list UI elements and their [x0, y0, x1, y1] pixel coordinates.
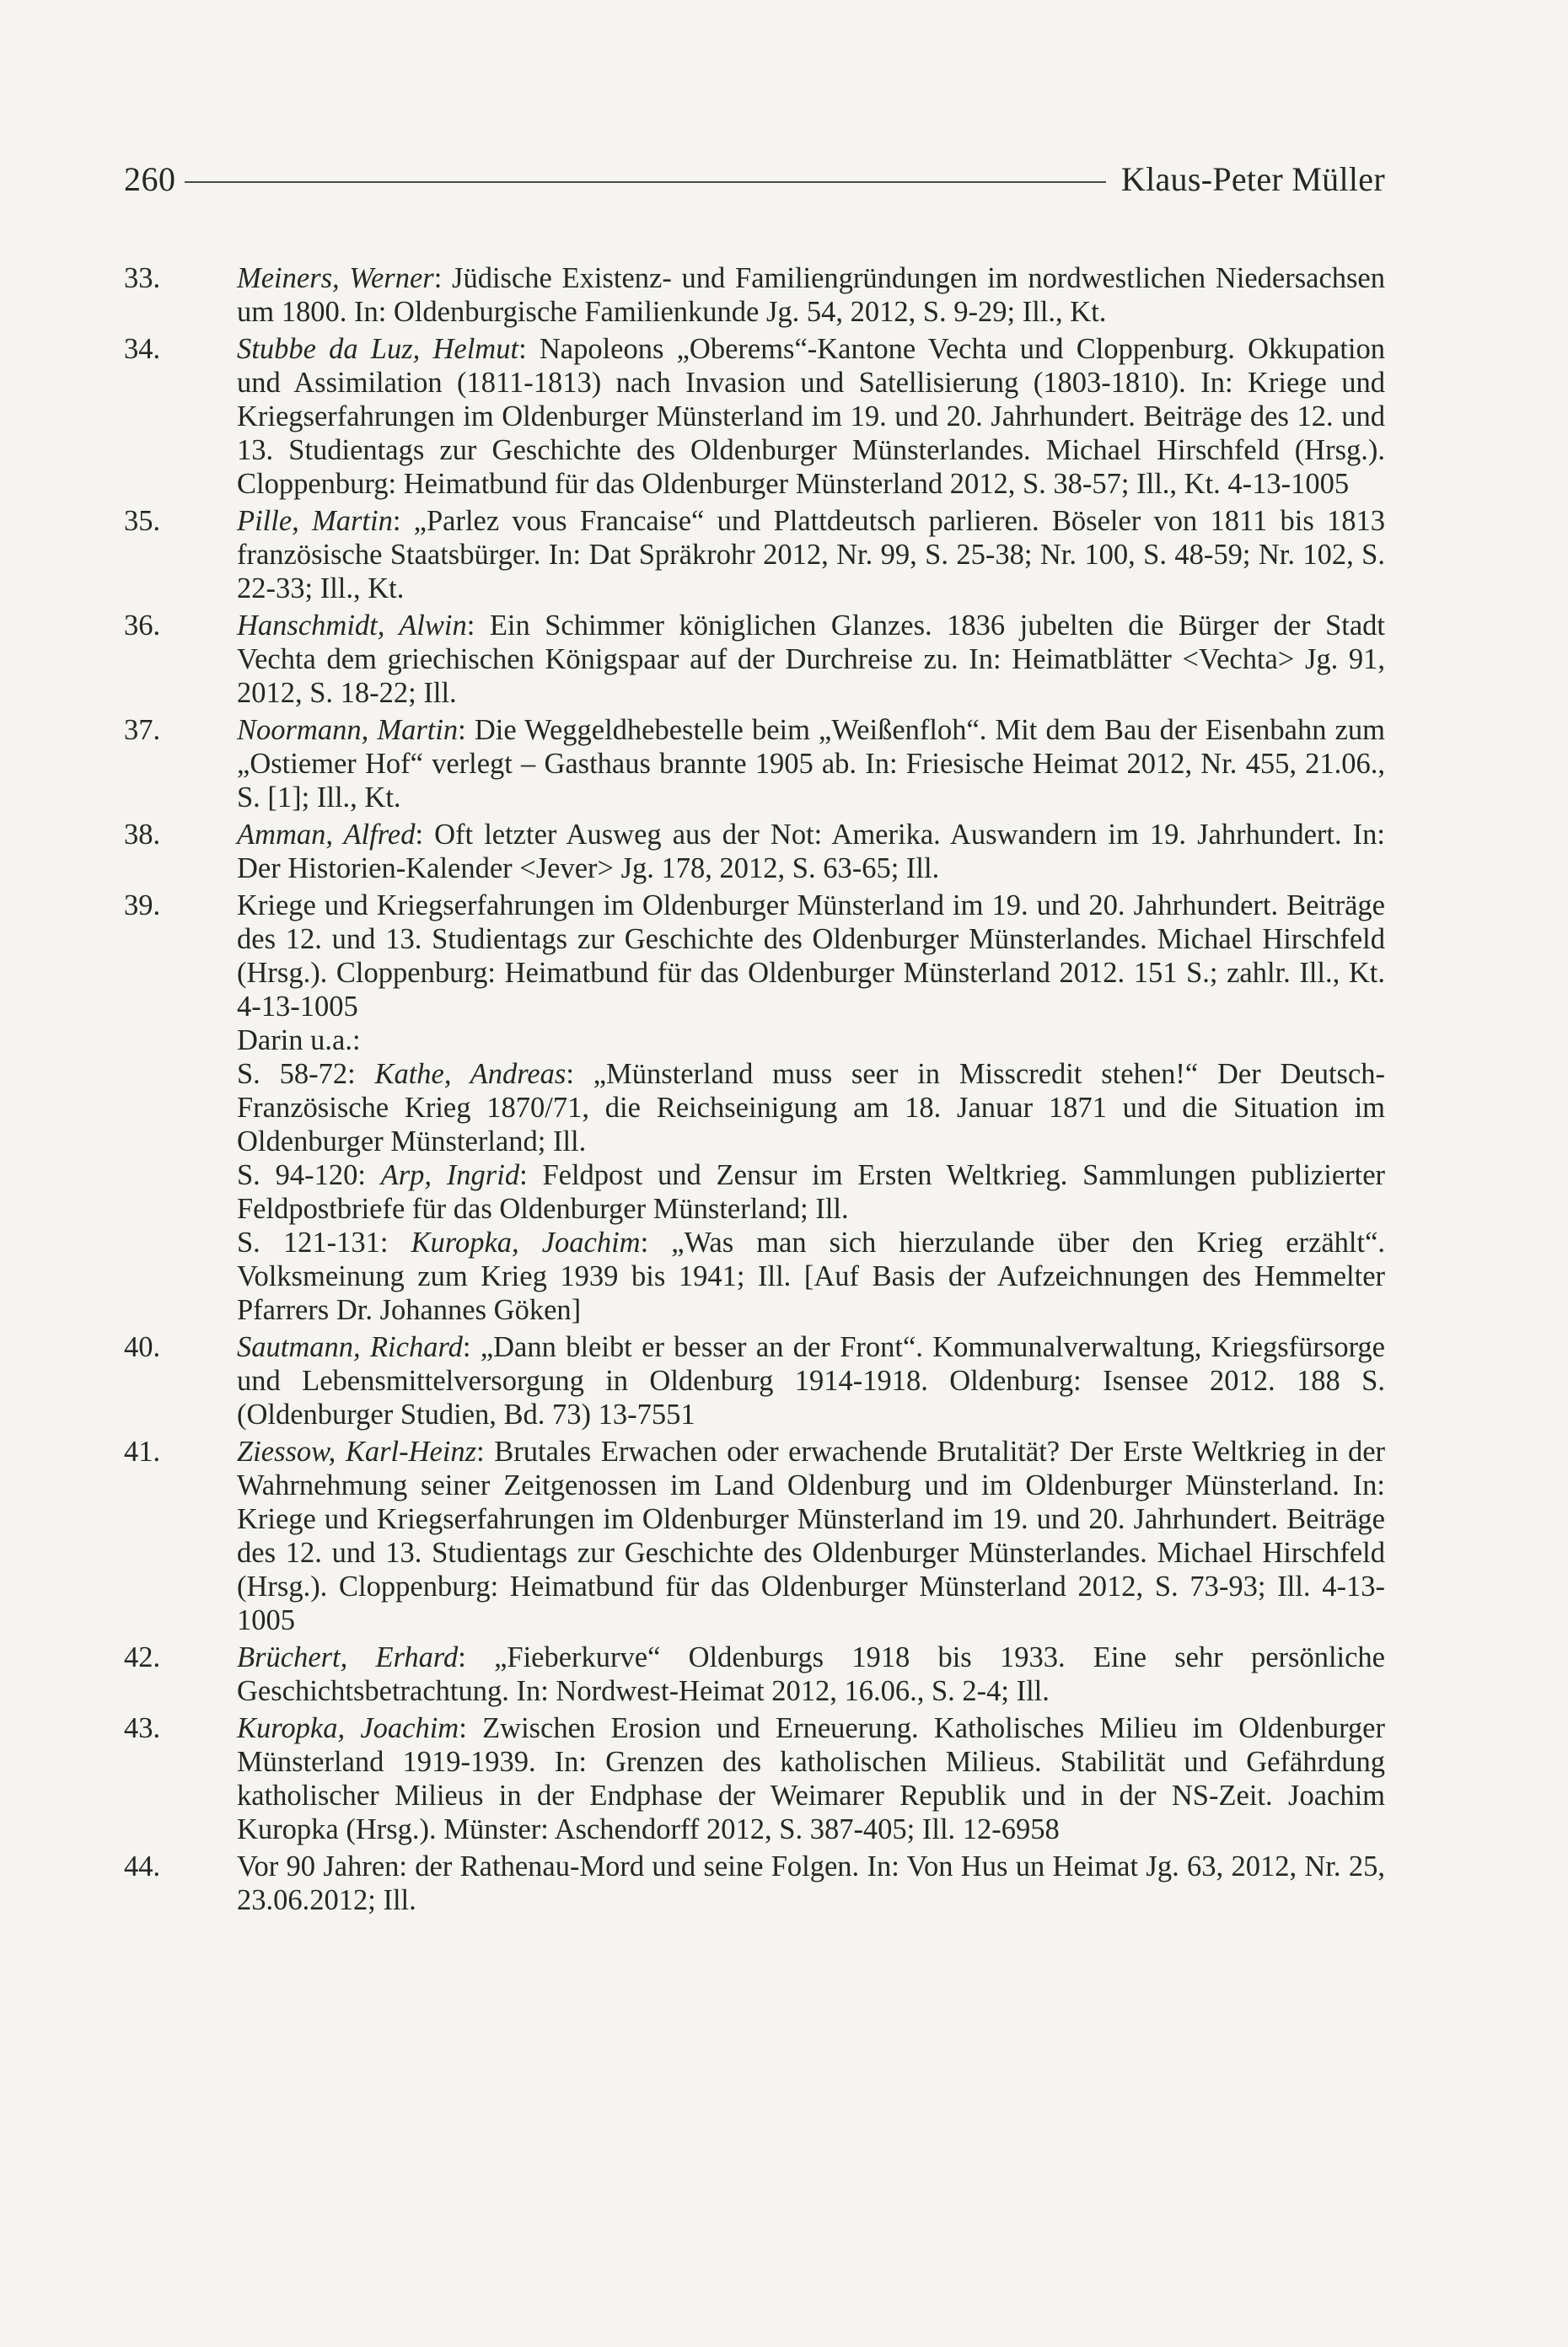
author-separator: : [518, 333, 540, 365]
entry-number: 44. [124, 1850, 161, 1882]
article-text: Darin u.a.: [237, 1024, 361, 1056]
bibliography-entry [124, 504, 1385, 605]
author-separator: : [458, 714, 475, 746]
entry-text: Die Weggeldhebestelle beim „Weißenfloh“. Mit dem Bau der Eisenbahn zum „Ostiemer Hof“ verlegt – Gasthaus brannte 1905 ab. In: Friesische Heimat 2012, Nr. 455, 21.06., S. [1]; Ill., Kt. [237, 714, 1386, 814]
author-separator: : [415, 819, 435, 851]
entry-body [237, 333, 1385, 500]
author-separator: : [433, 262, 453, 294]
entry-author: Hanschmidt, Alwin [237, 610, 467, 642]
book-page [124, 153, 1385, 1920]
entry-body [237, 819, 1385, 884]
article-author: Arp, Ingrid [380, 1159, 520, 1191]
entry-author: Amman, Alfred [237, 819, 416, 851]
entry-author: Stubbe da Luz, Helmut [237, 333, 519, 365]
entry-number: 37. [124, 714, 161, 746]
author-separator: : [466, 610, 490, 642]
entry-number: 39. [124, 889, 161, 921]
entry-number: 41. [124, 1436, 161, 1468]
bibliography-entry [124, 713, 1385, 814]
entry-text: Vor 90 Jahren: der Rathenau-Mord und seine Folgen. In: Von Hus un Heimat Jg. 63, 2012, Nr. 25, 23.06.2012; Ill. [237, 1850, 1385, 1916]
entry-author: Ziessow, Karl-Heinz [237, 1436, 477, 1468]
entry-body [237, 714, 1385, 814]
entry-text: Jüdische Existenz- und Familiengründungen im nordwestlichen Niedersachsen um 1800. In: Oldenburgische Familienkunde Jg. 54, 2012, S. 9-29; Ill., Kt. [237, 262, 1385, 328]
author-separator: : [640, 1227, 672, 1259]
author-separator: : [566, 1058, 593, 1090]
entry-body [237, 505, 1385, 604]
author-separator: : [519, 1159, 543, 1191]
entry-body [237, 610, 1385, 709]
entry-body [237, 262, 1385, 328]
entry-number: 40. [124, 1331, 161, 1363]
entry-number: 33. [124, 262, 161, 294]
entry-author: Kuropka, Joachim [237, 1712, 459, 1744]
entry-body [237, 1712, 1385, 1845]
author-separator: : [459, 1712, 483, 1744]
bibliography-entry [124, 1711, 1385, 1846]
bibliography-list [124, 261, 1385, 1917]
article-text: „Münsterland muss seer in Misscredit stehen!“ Der Deutsch-Französische Krieg 1870/71, die Reichseinigung am 18. Januar 1871 und die Situation im Oldenburger Münsterland; Ill. [237, 1058, 1386, 1157]
entry-text: „Parlez vous Francaise“ und Plattdeutsch parlieren. Böseler von 1811 bis 1813 französische Staatsbürger. In: Dat Spräkrohr 2012, Nr. 99, S. 25-38; Nr. 100, S. 48-59; Nr. 102, S. 22-33; Ill., Kt. [237, 505, 1385, 604]
article-text: „Was man sich hierzulande über den Krieg erzählt“. Volksmeinung zum Krieg 1939 bis 1941; Ill. [Auf Basis der Aufzeichnungen des Hemmelter Pfarrers Dr. Johannes Göken] [237, 1227, 1386, 1326]
bibliography-entry [124, 609, 1385, 710]
entry-number: 42. [124, 1641, 161, 1673]
entry-author: Brüchert, Erhard [237, 1641, 459, 1673]
entry-author: Pille, Martin [237, 505, 393, 537]
article-author: Kuropka, Joachim [411, 1227, 641, 1259]
entry-body [237, 889, 1385, 1023]
bibliography-entry [124, 332, 1385, 501]
contained-article [237, 1023, 1385, 1057]
entry-text: Kriege und Kriegserfahrungen im Oldenburger Münsterland im 19. und 20. Jahrhundert. Beiträge des 12. und 13. Studientags zur Geschichte des Oldenburger Münsterlandes. Michael Hirschfeld (Hrsg.). Cloppenburg: Heimatbund für das Oldenburger Münsterland 2012. 151 S.; zahlr. Ill., Kt. 4-13-1005 [237, 889, 1385, 1023]
author-separator: : [476, 1436, 495, 1468]
author-separator: : [462, 1331, 481, 1363]
contained-article [237, 1226, 1385, 1327]
entry-text: Brutales Erwachen oder erwachende Brutalität? Der Erste Weltkrieg in der Wahrnehmung seiner Zeitgenossen im Land Oldenburg und im Oldenburger Münsterland. In: Kriege und Kriegserfahrungen im Oldenburger Münsterland im 19. und 20. Jahrhundert. Beiträge des 12. und 13. Studientags zur Geschichte des Oldenburger Münsterlandes. Michael Hirschfeld (Hrsg.). Cloppenburg: Heimatbund für das Oldenburger Münsterland 2012, S. 73-93; Ill. 4-13-1005 [237, 1436, 1386, 1636]
bibliography-entry [124, 1850, 1385, 1917]
entry-body [237, 1641, 1385, 1707]
entry-author: Sautmann, Richard [237, 1331, 463, 1363]
entry-body [237, 1331, 1385, 1431]
article-author: Kathe, Andreas [374, 1058, 567, 1090]
entry-text: Zwischen Erosion und Erneuerung. Katholisches Milieu im Oldenburger Münsterland 1919-1939. In: Grenzen des katholischen Milieus. Stabilität und Gefährdung katholischer Milieus in der Endphase der Weimarer Republik und in der NS-Zeit. Joachim Kuropka (Hrsg.). Münster: Aschendorff 2012, S. 387-405; Ill. 12-6958 [237, 1712, 1385, 1845]
contained-article [237, 1158, 1385, 1226]
entry-number: 43. [124, 1712, 161, 1744]
header-rule [185, 181, 1106, 183]
entry-text: „Fieberkurve“ Oldenburgs 1918 bis 1933. Eine sehr persönliche Geschichtsbetrachtung. In: Nordwest-Heimat 2012, 16.06., S. 2-4; Ill. [237, 1641, 1385, 1707]
page-range: S. 121-131: [237, 1227, 411, 1259]
entry-number: 35. [124, 505, 161, 537]
contained-article [237, 1057, 1385, 1158]
entry-text: Oft letzter Ausweg aus der Not: Amerika. Auswandern im 19. Jahrhundert. In: Der Historien-Kalender <Jever> Jg. 178, 2012, S. 63-65; Ill. [237, 819, 1385, 884]
running-head-author: Klaus-Peter Müller [1120, 159, 1385, 198]
entry-text: Napoleons „Oberems“-Kantone Vechta und Cloppenburg. Okkupation und Assimilation (1811-1813) nach Invasion und Satellisierung (1803-1810). In: Kriege und Kriegserfahrungen im Oldenburger Münsterland im 19. und 20. Jahrhundert. Beiträge des 12. und 13. Studientags zur Geschichte des Oldenburger Münsterlandes. Michael Hirschfeld (Hrsg.). Cloppenburg: Heimatbund für das Oldenburger Münsterland 2012, S. 38-57; Ill., Kt. 4-13-1005 [237, 333, 1385, 500]
entry-number: 38. [124, 819, 161, 851]
bibliography-entry [124, 261, 1385, 329]
entry-body [237, 1850, 1385, 1916]
article-text: Feldpost und Zensur im Ersten Weltkrieg. Sammlungen publizierter Feldpostbriefe für das Oldenburger Münsterland; Ill. [237, 1159, 1386, 1225]
page-number: 260 [124, 159, 176, 198]
bibliography-entry [124, 1330, 1385, 1431]
running-head [124, 153, 1385, 204]
entry-text: „Dann bleibt er besser an der Front“. Kommunalverwaltung, Kriegsfürsorge und Lebensmittelversorgung in Oldenburg 1914-1918. Oldenburg: Isensee 2012. 188 S. (Oldenburger Studien, Bd. 73) 13-7551 [237, 1331, 1385, 1431]
author-separator: : [458, 1641, 495, 1673]
bibliography-entry [124, 818, 1385, 885]
entry-number: 34. [124, 333, 161, 365]
page-range: S. 94-120: [237, 1159, 381, 1191]
entry-author: Noormann, Martin [237, 714, 459, 746]
bibliography-entry [124, 1641, 1385, 1708]
entry-author: Meiners, Werner [237, 262, 434, 294]
entry-number: 36. [124, 610, 161, 642]
bibliography-entry [124, 889, 1385, 1327]
entry-text: Ein Schimmer königlichen Glanzes. 1836 jubelten die Bürger der Stadt Vechta dem griechischen Königspaar auf der Durchreise zu. In: Heimatblätter <Vechta> Jg. 91, 2012, S. 18-22; Ill. [237, 610, 1385, 709]
entry-body [237, 1436, 1385, 1636]
page-range: S. 58-72: [237, 1058, 375, 1090]
bibliography-entry [124, 1435, 1385, 1637]
author-separator: : [392, 505, 414, 537]
